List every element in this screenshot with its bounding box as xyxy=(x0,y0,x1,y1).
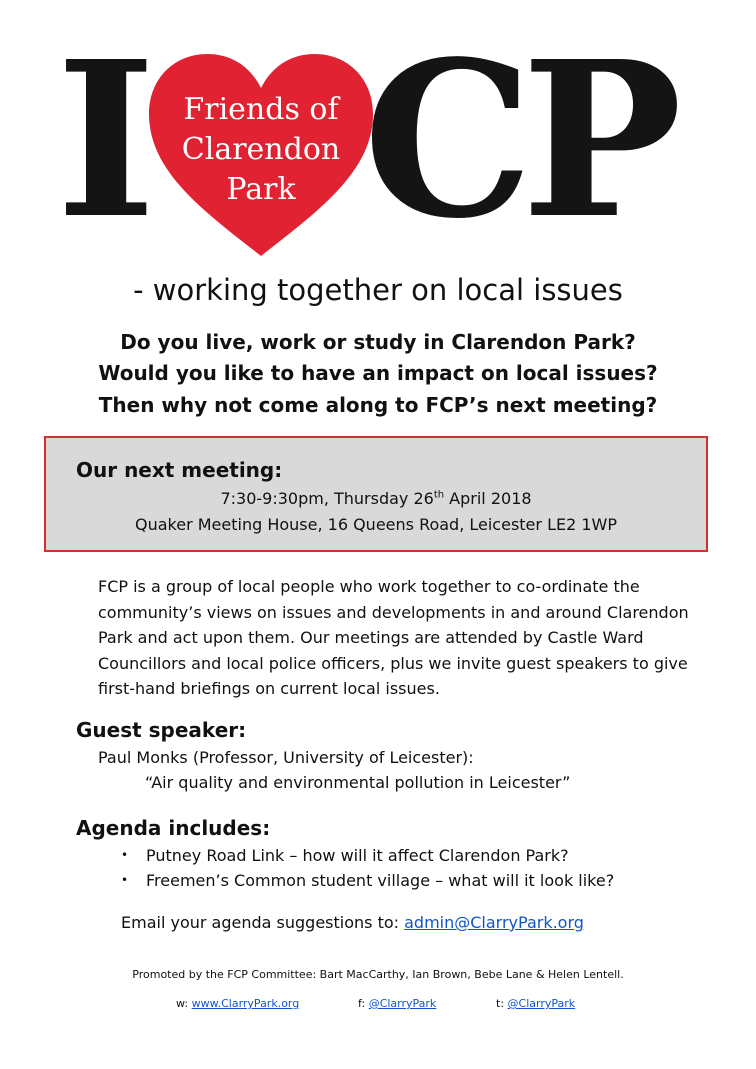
email-line xyxy=(121,913,584,932)
heart-line-1: Friends of xyxy=(183,92,339,127)
footer-facebook xyxy=(358,997,436,1010)
facebook-label: f: xyxy=(358,997,369,1010)
bullet: • xyxy=(121,873,129,887)
web-label: w: xyxy=(176,997,192,1010)
promoted-by: Promoted by the FCP Committee: Bart MacCarthy, Ian Brown, Bebe Lane & Helen Lentell. xyxy=(132,968,624,981)
agenda-list xyxy=(121,843,614,893)
facebook-link[interactable]: @ClarryPark xyxy=(368,997,437,1010)
heart-line-2: Clarendon xyxy=(181,132,341,167)
footer-twitter xyxy=(496,997,575,1010)
meeting-time-rest: April 2018 xyxy=(444,489,532,508)
agenda-item xyxy=(121,868,614,893)
agenda-item xyxy=(121,843,614,868)
meeting-heading: Our next meeting: xyxy=(76,458,283,482)
description-paragraph: FCP is a group of local people who work together to co-ordinate the community’s views on issues and developments in and around Clarendon Park and act upon them. Our meetings are attended by Castle Ward Councillors and local police officers, plus we invite guest speakers to give first-hand briefings on current local issues. xyxy=(98,577,689,698)
meeting-venue: Quaker Meeting House, 16 Queens Road, Leicester LE2 1WP xyxy=(134,515,617,534)
footer-web xyxy=(176,997,299,1010)
question-3: Then why not come along to FCP’s next meeting? xyxy=(98,393,658,417)
question-2: Would you like to have an impact on local issues? xyxy=(98,361,658,385)
twitter-label: t: xyxy=(496,997,508,1010)
logo-letters-cp: CP xyxy=(363,15,671,266)
agenda-item-text: Putney Road Link – how will it affect Clarendon Park? xyxy=(146,846,569,865)
email-prompt: Email your agenda suggestions to: xyxy=(121,913,405,932)
guest-speaker: Paul Monks (Professor, University of Leicester): xyxy=(98,748,474,767)
agenda-heading: Agenda includes: xyxy=(76,816,271,840)
guest-heading: Guest speaker: xyxy=(76,718,247,742)
logo-letter-i: I xyxy=(56,15,151,266)
meeting-time-sup: th xyxy=(433,489,445,501)
email-link[interactable]: admin@ClarryPark.org xyxy=(404,913,584,932)
guest-talk: “Air quality and environmental pollution in Leicester” xyxy=(145,773,571,792)
meeting-time-main: 7:30-9:30pm, Thursday 26 xyxy=(220,489,434,508)
meeting-time xyxy=(44,489,708,508)
bullet: • xyxy=(121,848,129,862)
twitter-link[interactable]: @ClarryPark xyxy=(507,997,576,1010)
heart-line-3: Park xyxy=(226,172,296,207)
web-link[interactable]: www.ClarryPark.org xyxy=(191,997,300,1010)
question-1: Do you live, work or study in Clarendon Park? xyxy=(120,330,636,354)
tagline: - working together on local issues xyxy=(133,273,623,307)
agenda-item-text: Freemen’s Common student village – what will it look like? xyxy=(146,871,615,890)
